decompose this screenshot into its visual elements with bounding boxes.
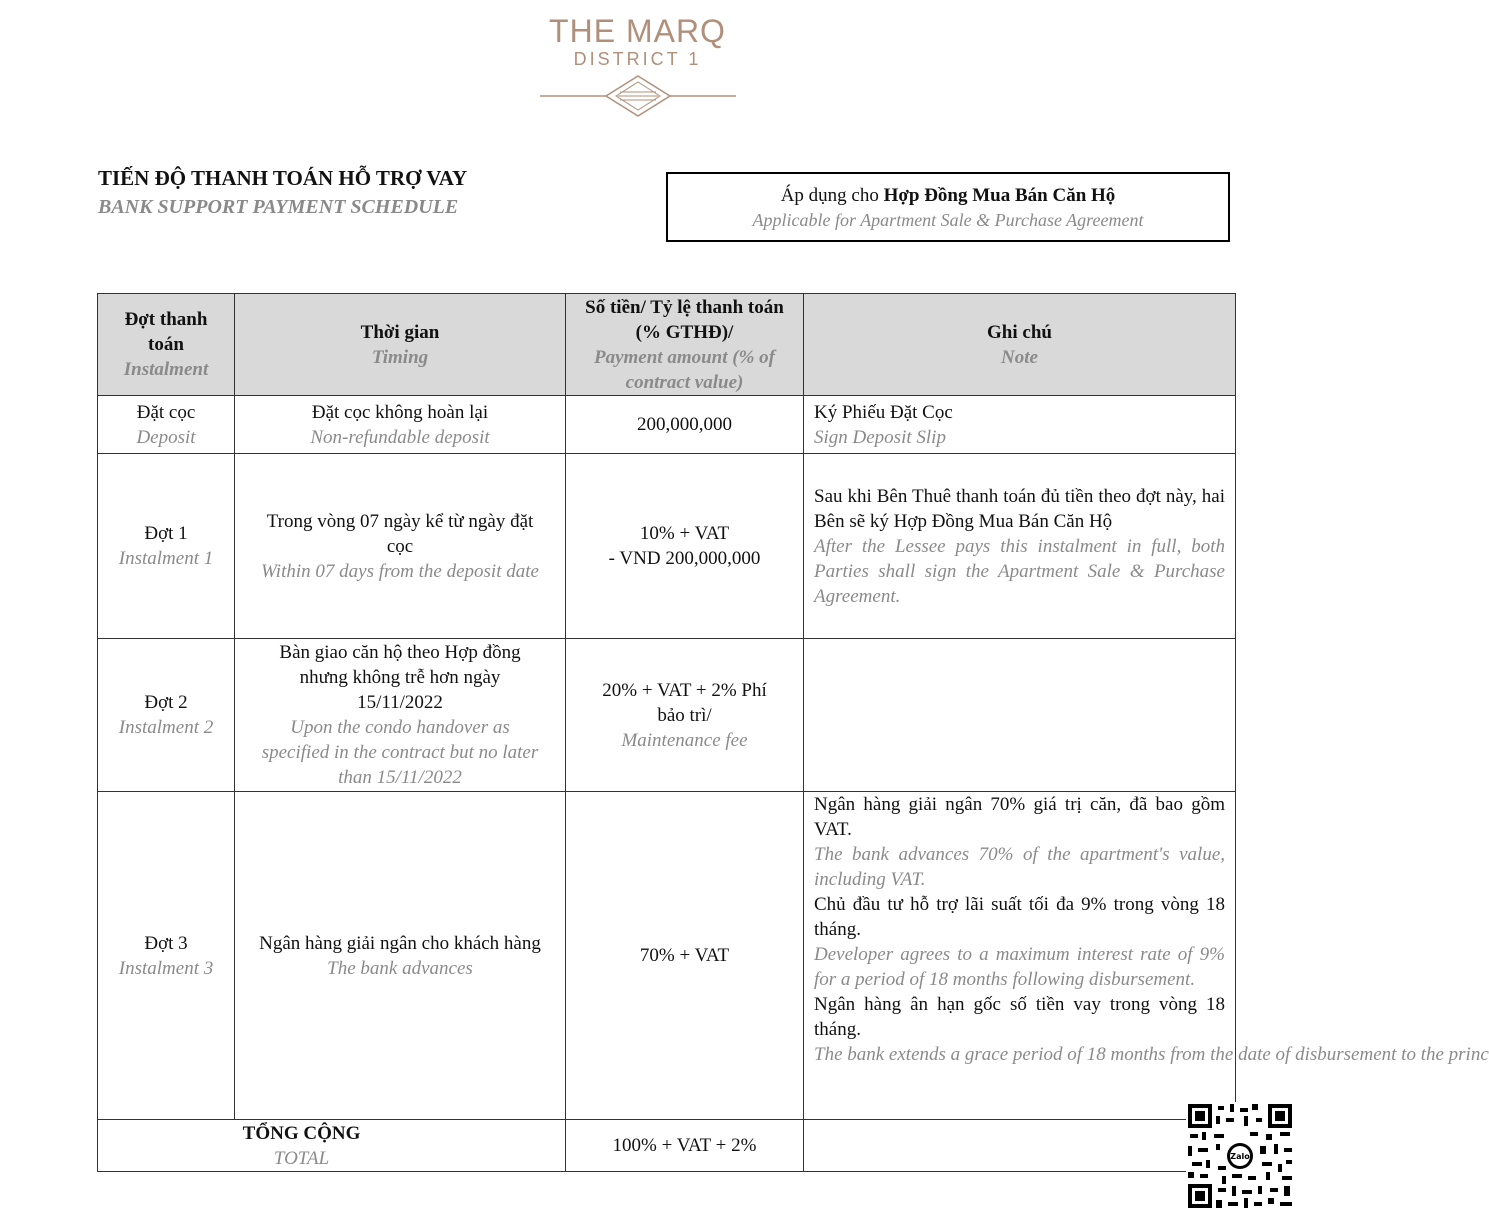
applicable-vi [668,184,1228,208]
timing-vi: Đặt cọc không hoàn lại [311,401,489,423]
table-row [98,396,1236,454]
amount-value: 70% + VAT [639,945,730,966]
cell-total-amount [566,1120,804,1172]
applicable-en: Applicable for Apartment Sale & Purchase Agreement [752,210,1144,230]
amount-en: Maintenance fee [621,729,748,751]
header-instalment-vi: Đợt thanh toán [124,309,208,355]
cell-instalment [98,396,235,454]
note-en: Developer agrees to a maximum interest rate of 9% for a period of 18 months following disbursement. [814,944,1225,990]
header-note [804,294,1236,396]
cell-total-note-empty [804,1120,1236,1172]
cell-note [804,792,1489,1120]
instalment-vi: Đặt cọc [136,401,196,423]
cell-timing [235,639,566,792]
note-en: The bank extends a grace period of 18 months from the date of disbursement to the princ [814,1044,1489,1065]
amount-line2: - VND 200,000,000 [608,548,761,569]
header-instalment [98,294,235,396]
timing-vi: Ngân hàng giải ngân cho khách hàng [259,932,541,954]
note-en: After the Lessee pays this instalment in full, both Parties shall sign the Apartment Sale & Purchase Agreement. [814,535,1225,607]
note-en: Sign Deposit Slip [814,426,946,448]
logo-emblem-icon [540,74,736,118]
cell-amount [566,454,804,639]
applicable-box [666,172,1230,242]
title-vi: TIẾN ĐỘ THANH TOÁN HỖ TRỢ VAY [98,166,468,190]
amount-line1: 10% + VAT [639,523,730,544]
instalment-vi: Đợt 2 [144,692,188,713]
header-timing-vi: Thời gian [360,321,440,343]
cell-amount [566,396,804,454]
timing-en: Within 07 days from the deposit date [261,560,539,582]
header-note-en: Note [1001,346,1038,368]
instalment-vi: Đợt 1 [144,523,188,544]
timing-en: The bank advances [327,957,473,979]
applicable-vi-bold: Hợp Đồng Mua Bán Căn Hộ [883,185,1116,206]
note-vi: Ký Phiếu Đặt Cọc [814,401,953,423]
total-amount: 100% + VAT + 2% [612,1135,757,1156]
instalment-vi: Đợt 3 [144,932,188,954]
table-row [98,454,1236,639]
header-timing-en: Timing [371,346,429,368]
applicable-vi-prefix: Áp dụng cho [780,185,884,206]
cell-timing [235,396,566,454]
table-total-row [98,1120,1236,1172]
note-list [814,792,1489,1067]
note-vi: Chủ đầu tư hỗ trợ lãi suất tối đa 9% trong vòng 18 tháng. [814,894,1225,940]
brand-logo [520,14,755,118]
cell-instalment [98,454,235,639]
table-row [98,792,1236,1120]
title-en: BANK SUPPORT PAYMENT SCHEDULE [98,196,459,218]
note-vi: Ngân hàng giải ngân 70% giá trị căn, đã bao gồm VAT. [814,794,1225,840]
timing-en: Upon the condo handover as specified in the contract but no later than 15/11/2022 [261,717,539,788]
header-instalment-en: Instalment [123,359,209,380]
cell-instalment [98,639,235,792]
cell-timing [235,792,566,1120]
instalment-en: Instalment 3 [118,957,214,979]
cell-total-label [98,1120,566,1172]
table-header-row [98,294,1236,396]
cell-note [804,454,1236,639]
header-note-vi: Ghi chú [987,321,1052,343]
note-vi: Sau khi Bên Thuê thanh toán đủ tiền theo đợt này, hai Bên sẽ ký Hợp Đồng Mua Bán Căn Hộ [814,485,1225,532]
cell-amount [566,639,804,792]
svg-text:Zalo: Zalo [1230,1152,1250,1161]
cell-note-empty [804,639,1236,792]
header-timing [235,294,566,396]
header-amount [566,294,804,396]
cell-instalment [98,792,235,1120]
logo-title: THE MARQ [549,13,726,49]
amount-value: 200,000,000 [637,414,732,435]
table-row [98,639,1236,792]
total-vi: TỔNG CỘNG [242,1122,361,1144]
cell-timing [235,454,566,639]
timing-vi: Bàn giao căn hộ theo Hợp đồng nhưng không trễ hơn ngày 15/11/2022 [279,642,521,713]
instalment-en: Instalment 2 [118,717,214,738]
timing-vi: Trong vòng 07 ngày kể từ ngày đặt cọc [266,510,534,557]
note-vi: Ngân hàng ân hạn gốc số tiền vay trong vòng 18 tháng. [814,994,1225,1040]
instalment-en: Deposit [136,426,196,448]
cell-amount [566,792,804,1120]
note-en: The bank advances 70% of the apartment's value, including VAT. [814,844,1225,890]
total-en: TOTAL [273,1147,330,1169]
cell-note [804,396,1236,454]
zalo-qr-code-icon[interactable] [1186,1102,1294,1210]
amount-vi: 20% + VAT + 2% Phí bảo trì/ [602,679,767,726]
instalment-en: Instalment 1 [118,548,214,569]
document-title [98,164,467,222]
header-amount-vi: Số tiền/ Tỷ lệ thanh toán (% GTHĐ)/ [585,296,784,343]
header-amount-en: Payment amount (% of contract value) [593,346,776,393]
timing-en: Non-refundable deposit [310,426,490,448]
logo-subtitle: DISTRICT 1 [573,49,702,69]
